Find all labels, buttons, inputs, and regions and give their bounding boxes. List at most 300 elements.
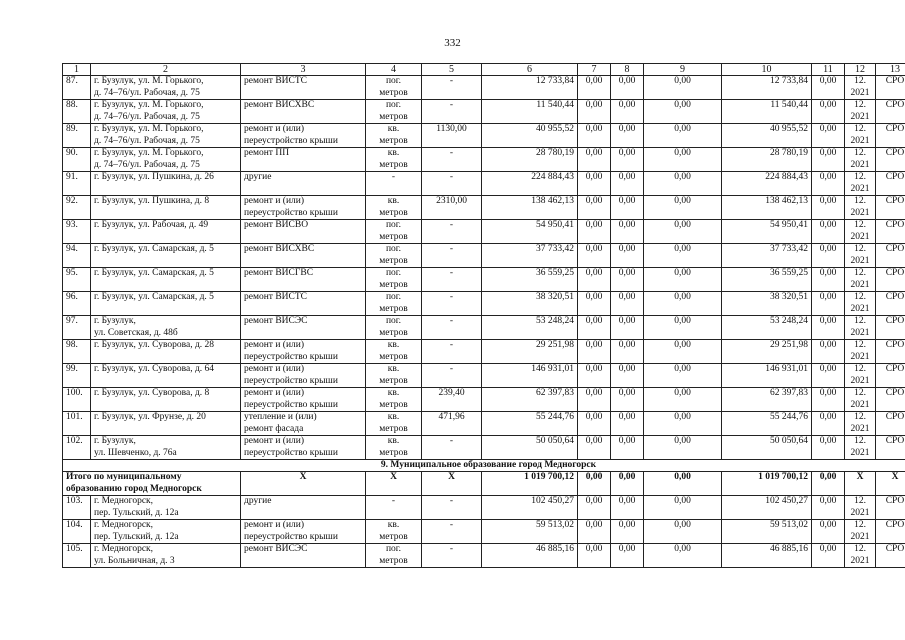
- quantity-cell-line: -: [449, 268, 454, 278]
- fund-cell: [812, 244, 845, 268]
- column-number-row: [63, 64, 905, 76]
- address-cell-line: г. Бузулук, ул. Суворова, д. 28: [94, 340, 215, 350]
- work-type-cell-line: ремонт и (или): [244, 436, 305, 446]
- method-cell: [876, 220, 905, 244]
- work-type-cell-line: ремонт ВИСВО: [244, 220, 309, 230]
- unit-cell-line: кв.: [387, 196, 400, 206]
- work-type-cell: [241, 244, 366, 268]
- address-cell: [91, 292, 241, 316]
- address-cell: [91, 436, 241, 460]
- fund-cell-line: 0,00: [618, 388, 636, 398]
- quantity-cell: [422, 172, 482, 196]
- unit-cell-line: кв.: [387, 148, 400, 158]
- deadline-cell-line: 12.: [854, 316, 866, 326]
- total-cost-cell-line: 29 251,98: [536, 340, 574, 350]
- deadline-cell-line: 2021: [850, 159, 870, 170]
- quantity-cell: [422, 520, 482, 544]
- unit-cell-line: метров: [379, 159, 408, 170]
- table-row: [63, 196, 905, 220]
- fund-cell: [812, 196, 845, 220]
- method-cell: [876, 412, 905, 436]
- table-body: [63, 64, 905, 568]
- row-number-cell: [63, 148, 91, 172]
- total-cost-cell-line: 38 320,51: [536, 292, 574, 302]
- deadline-cell-line: 12.: [854, 544, 866, 554]
- deadline-cell: [845, 340, 876, 364]
- quantity-cell: [422, 412, 482, 436]
- fund-cell-line: 0,00: [585, 340, 603, 350]
- x-cell: [366, 472, 422, 496]
- total-cost-cell-line: 146 931,01: [531, 364, 574, 374]
- fund-cell: [812, 496, 845, 520]
- deadline-cell: [845, 100, 876, 124]
- row-number-cell-line: 100.: [66, 388, 83, 398]
- method-cell-line: СРО: [885, 244, 905, 254]
- x-cell-line: X: [856, 472, 864, 482]
- deadline-cell-line: 2021: [850, 135, 870, 146]
- unit-cell-line: кв.: [387, 412, 400, 422]
- row-number-cell-line: 105.: [66, 544, 83, 554]
- unit-cell-line: кв.: [387, 520, 400, 530]
- total-cost-cell: [482, 364, 578, 388]
- fund-cell-line: 0,00: [585, 412, 603, 422]
- fund-cell: [644, 496, 722, 520]
- unit-cell-line: кв.: [387, 124, 400, 134]
- owner-funds-cell: [722, 520, 812, 544]
- address-cell: [91, 220, 241, 244]
- quantity-cell-line: -: [449, 76, 454, 86]
- total-cost-cell-line: 28 780,19: [536, 148, 574, 158]
- address-cell-line: д. 74–76/ул. Рабочая, д. 75: [94, 87, 200, 98]
- address-cell: [91, 148, 241, 172]
- fund-cell-line: 0,00: [585, 124, 603, 134]
- deadline-cell-line: 12.: [854, 76, 866, 86]
- method-cell: [876, 340, 905, 364]
- fund-cell-line: 0,00: [618, 496, 636, 506]
- fund-cell-line: 0,00: [819, 124, 837, 134]
- address-cell-line: г. Бузулук, ул. Пушкина, д. 8: [94, 196, 210, 206]
- deadline-cell-line: 2021: [850, 531, 870, 542]
- address-cell-line: ул. Советская, д. 48б: [94, 327, 178, 338]
- quantity-cell: [422, 388, 482, 412]
- work-type-cell-line: ремонт ВИСЭС: [244, 544, 308, 554]
- fund-cell-line: 0,00: [618, 172, 636, 182]
- quantity-cell-line: -: [449, 544, 454, 554]
- total-cost-cell-line: 59 513,02: [536, 520, 574, 530]
- row-number-cell: [63, 436, 91, 460]
- fund-cell: [644, 412, 722, 436]
- work-type-cell: [241, 172, 366, 196]
- method-cell-line: СРО: [885, 172, 905, 182]
- work-type-cell-line: переустройство крыши: [244, 351, 338, 362]
- row-number-cell: [63, 76, 91, 100]
- fund-cell-line: 0,00: [819, 520, 837, 530]
- quantity-cell: [422, 436, 482, 460]
- method-cell: [876, 100, 905, 124]
- address-cell-line: г. Бузулук, ул. Самарская, д. 5: [94, 268, 214, 278]
- fund-cell-line: 0,00: [585, 316, 603, 326]
- unit-cell-line: пог.: [385, 100, 402, 110]
- deadline-cell-line: 12.: [854, 364, 866, 374]
- work-type-cell: [241, 436, 366, 460]
- fund-cell: [812, 148, 845, 172]
- fund-cell: [812, 292, 845, 316]
- row-number-cell-line: 95.: [66, 268, 78, 278]
- owner-funds-cell-line: 59 513,02: [770, 520, 808, 530]
- total-cost-cell: [482, 292, 578, 316]
- fund-cell-line: 0,00: [819, 100, 837, 110]
- owner-funds-cell: [722, 100, 812, 124]
- work-type-cell-line: другие: [244, 496, 272, 506]
- fund-cell-line: 0,00: [819, 268, 837, 278]
- address-cell-line: г. Бузулук,: [94, 436, 136, 446]
- fund-cell: [578, 496, 611, 520]
- x-cell-line: X: [390, 472, 397, 482]
- quantity-cell-line: -: [449, 520, 454, 530]
- quantity-cell-line: 471,96: [438, 412, 465, 422]
- work-type-cell-line: ремонт и (или): [244, 124, 305, 134]
- fund-cell: [644, 340, 722, 364]
- fund-cell: [644, 472, 722, 496]
- fund-cell-line: 0,00: [674, 172, 691, 182]
- fund-cell: [611, 124, 644, 148]
- row-number-cell: [63, 244, 91, 268]
- unit-cell: [366, 172, 422, 196]
- fund-cell-line: 0,00: [819, 388, 837, 398]
- address-cell-line: пер. Тульский, д. 12а: [94, 507, 179, 518]
- table-row: [63, 340, 905, 364]
- fund-cell-line: 0,00: [585, 520, 603, 530]
- deadline-cell-line: 12.: [854, 244, 866, 254]
- quantity-cell: [422, 268, 482, 292]
- quantity-cell-line: 2310,00: [436, 196, 467, 206]
- column-header: 12: [845, 64, 876, 76]
- owner-funds-cell: [722, 148, 812, 172]
- fund-cell-line: 0,00: [819, 472, 837, 482]
- row-number-cell-line: 104.: [66, 520, 83, 530]
- deadline-cell-line: 2021: [850, 183, 870, 194]
- unit-cell: [366, 544, 422, 568]
- owner-funds-cell: [722, 268, 812, 292]
- row-number-cell: [63, 412, 91, 436]
- total-cost-cell: [482, 268, 578, 292]
- total-cost-cell-line: 138 462,13: [531, 196, 574, 206]
- owner-funds-cell: [722, 292, 812, 316]
- total-cost-cell: [482, 316, 578, 340]
- quantity-cell: [422, 364, 482, 388]
- work-type-cell-line: утепление и (или): [244, 412, 317, 422]
- fund-cell-line: 0,00: [674, 388, 691, 398]
- address-cell-line: д. 74–76/ул. Рабочая, д. 75: [94, 111, 200, 122]
- fund-cell-line: 0,00: [618, 148, 636, 158]
- unit-cell: [366, 124, 422, 148]
- fund-cell: [644, 172, 722, 196]
- total-cost-cell: [482, 544, 578, 568]
- work-type-cell-line: переустройство крыши: [244, 447, 338, 458]
- method-cell: [876, 196, 905, 220]
- total-cost-cell-line: 224 884,43: [531, 172, 574, 182]
- fund-cell-line: 0,00: [585, 292, 603, 302]
- method-cell-line: СРО: [885, 340, 905, 350]
- fund-cell-line: 0,00: [819, 316, 837, 326]
- fund-cell: [578, 316, 611, 340]
- unit-cell-line: кв.: [387, 340, 400, 350]
- fund-cell: [578, 544, 611, 568]
- address-cell-line: г. Медногорск,: [94, 544, 154, 554]
- column-header: 9: [644, 64, 722, 76]
- fund-cell-line: 0,00: [819, 148, 837, 158]
- table-row: [63, 316, 905, 340]
- row-number-cell: [63, 364, 91, 388]
- deadline-cell-line: 12.: [854, 292, 866, 302]
- fund-cell-line: 0,00: [819, 496, 837, 506]
- fund-cell: [611, 172, 644, 196]
- fund-cell: [812, 388, 845, 412]
- fund-cell: [578, 100, 611, 124]
- owner-funds-cell-line: 53 248,24: [770, 316, 808, 326]
- deadline-cell-line: 2021: [850, 399, 870, 410]
- fund-cell-line: 0,00: [674, 544, 691, 554]
- quantity-cell-line: -: [449, 244, 454, 254]
- method-cell: [876, 544, 905, 568]
- total-cost-cell-line: 62 397,83: [536, 388, 574, 398]
- owner-funds-cell: [722, 544, 812, 568]
- unit-cell-line: кв.: [387, 364, 400, 374]
- owner-funds-cell-line: 55 244,76: [770, 412, 808, 422]
- work-type-cell: [241, 388, 366, 412]
- unit-cell: [366, 388, 422, 412]
- method-cell-line: СРО: [885, 268, 905, 278]
- work-type-cell: [241, 76, 366, 100]
- method-cell-line: СРО: [885, 388, 905, 398]
- fund-cell: [812, 76, 845, 100]
- quantity-cell-line: -: [449, 148, 454, 158]
- fund-cell-line: 0,00: [618, 124, 636, 134]
- fund-cell: [611, 388, 644, 412]
- fund-cell: [644, 76, 722, 100]
- fund-cell: [644, 544, 722, 568]
- table-row: [63, 76, 905, 100]
- work-type-cell: [241, 148, 366, 172]
- method-cell: [876, 520, 905, 544]
- unit-cell-line: метров: [379, 207, 408, 218]
- table-row: [63, 292, 905, 316]
- fund-cell-line: 0,00: [674, 520, 691, 530]
- unit-cell: [366, 364, 422, 388]
- fund-cell: [611, 340, 644, 364]
- address-cell: [91, 268, 241, 292]
- fund-cell-line: 0,00: [618, 76, 636, 86]
- unit-cell-line: метров: [379, 375, 408, 386]
- table-row: [63, 148, 905, 172]
- row-number-cell: [63, 340, 91, 364]
- owner-funds-cell: [722, 340, 812, 364]
- deadline-cell-line: 2021: [850, 87, 870, 98]
- work-type-cell-line: переустройство крыши: [244, 375, 338, 386]
- total-cost-cell-line: 102 450,27: [531, 496, 574, 506]
- total-cost-cell-line: 54 950,41: [536, 220, 574, 230]
- fund-cell-line: 0,00: [618, 520, 636, 530]
- table-row: [63, 496, 905, 520]
- fund-cell: [578, 292, 611, 316]
- total-cost-cell: [482, 244, 578, 268]
- work-type-cell-line: ремонт и (или): [244, 520, 305, 530]
- owner-funds-cell: [722, 244, 812, 268]
- section-title-row: [63, 460, 905, 472]
- deadline-cell: [845, 124, 876, 148]
- work-type-cell-line: переустройство крыши: [244, 135, 338, 146]
- address-cell-line: г. Бузулук, ул. М. Горького,: [94, 124, 204, 134]
- total-cost-cell-line: 55 244,76: [536, 412, 574, 422]
- fund-cell-line: 0,00: [618, 196, 636, 206]
- fund-cell: [812, 172, 845, 196]
- deadline-cell-line: 2021: [850, 279, 870, 290]
- quantity-cell-line: -: [449, 496, 454, 506]
- fund-cell: [611, 496, 644, 520]
- method-cell-line: СРО: [885, 100, 905, 110]
- owner-funds-cell-line: 11 540,44: [770, 100, 808, 110]
- row-number-cell-line: 96.: [66, 292, 78, 302]
- address-cell-line: г. Бузулук, ул. М. Горького,: [94, 76, 204, 86]
- fund-cell: [644, 436, 722, 460]
- deadline-cell: [845, 544, 876, 568]
- deadline-cell-line: 2021: [850, 351, 870, 362]
- owner-funds-cell-line: 50 050,64: [770, 436, 808, 446]
- fund-cell-line: 0,00: [585, 388, 603, 398]
- address-cell-line: г. Бузулук, ул. М. Горького,: [94, 100, 204, 110]
- address-cell: [91, 340, 241, 364]
- fund-cell-line: 0,00: [618, 316, 636, 326]
- unit-cell: [366, 76, 422, 100]
- fund-cell: [644, 388, 722, 412]
- total-cost-cell-line: 53 248,24: [536, 316, 574, 326]
- address-cell: [91, 316, 241, 340]
- fund-cell: [812, 412, 845, 436]
- quantity-cell: [422, 76, 482, 100]
- fund-cell-line: 0,00: [819, 412, 837, 422]
- address-cell: [91, 520, 241, 544]
- total-cost-cell-line: 1 019 700,12: [524, 472, 574, 482]
- table-row: [63, 388, 905, 412]
- fund-cell-line: 0,00: [618, 268, 636, 278]
- unit-cell-line: метров: [379, 255, 408, 266]
- unit-cell-line: метров: [379, 135, 408, 146]
- fund-cell: [812, 220, 845, 244]
- deadline-cell-line: 12.: [854, 196, 866, 206]
- fund-cell-line: 0,00: [674, 100, 691, 110]
- deadline-cell: [845, 172, 876, 196]
- method-cell: [876, 292, 905, 316]
- address-cell-line: д. 74–76/ул. Рабочая, д. 75: [94, 135, 200, 146]
- x-cell: [876, 472, 905, 496]
- quantity-cell-line: -: [449, 364, 454, 374]
- table-row: [63, 520, 905, 544]
- fund-cell-line: 0,00: [618, 472, 636, 482]
- work-type-cell: [241, 544, 366, 568]
- method-cell: [876, 496, 905, 520]
- fund-cell: [812, 268, 845, 292]
- unit-cell-line: метров: [379, 303, 408, 314]
- unit-cell: [366, 520, 422, 544]
- total-cost-cell-line: 37 733,42: [536, 244, 574, 254]
- address-cell-line: г. Бузулук, ул. Пушкина, д. 26: [94, 172, 214, 182]
- address-cell-line: г. Бузулук, ул. Фрунзе, д. 20: [94, 412, 206, 422]
- fund-cell-line: 0,00: [585, 364, 603, 374]
- deadline-cell-line: 2021: [850, 375, 870, 386]
- fund-cell: [578, 124, 611, 148]
- total-label-cell-line: Итого по муниципальному: [66, 472, 182, 482]
- unit-cell-line: пог.: [385, 316, 402, 326]
- column-header: 5: [422, 64, 482, 76]
- fund-cell: [812, 544, 845, 568]
- address-cell: [91, 172, 241, 196]
- address-cell-line: г. Бузулук,: [94, 316, 136, 326]
- fund-cell-line: 0,00: [585, 220, 603, 230]
- work-type-cell: [241, 292, 366, 316]
- unit-cell-line: метров: [379, 399, 408, 410]
- fund-cell: [578, 388, 611, 412]
- row-number-cell-line: 99.: [66, 364, 78, 374]
- x-cell: [241, 472, 366, 496]
- fund-cell-line: 0,00: [674, 148, 691, 158]
- deadline-cell: [845, 412, 876, 436]
- owner-funds-cell-line: 46 885,16: [770, 544, 808, 554]
- work-type-cell: [241, 364, 366, 388]
- fund-cell-line: 0,00: [819, 76, 837, 86]
- row-number-cell: [63, 520, 91, 544]
- address-cell-line: ул. Больничная, д. 3: [94, 555, 175, 566]
- method-cell: [876, 172, 905, 196]
- address-cell-line: ул. Шевченко, д. 76а: [94, 447, 177, 458]
- unit-cell-line: метров: [379, 87, 408, 98]
- unit-cell-line: пог.: [385, 220, 402, 230]
- method-cell-line: СРО: [885, 412, 905, 422]
- quantity-cell-line: -: [449, 172, 454, 182]
- fund-cell: [644, 520, 722, 544]
- table-row: [63, 436, 905, 460]
- fund-cell-line: 0,00: [674, 124, 691, 134]
- unit-cell-line: пог.: [385, 292, 402, 302]
- unit-cell-line: пог.: [385, 76, 402, 86]
- quantity-cell: [422, 340, 482, 364]
- deadline-cell-line: 12.: [854, 388, 866, 398]
- deadline-cell: [845, 520, 876, 544]
- method-cell: [876, 124, 905, 148]
- row-number-cell-line: 92.: [66, 196, 78, 206]
- total-cost-cell-line: 50 050,64: [536, 436, 574, 446]
- unit-cell-line: метров: [379, 279, 408, 290]
- work-type-cell-line: переустройство крыши: [244, 207, 338, 218]
- total-cost-cell: [482, 412, 578, 436]
- fund-cell: [644, 268, 722, 292]
- total-row: [63, 472, 905, 496]
- quantity-cell-line: 1130,00: [436, 124, 467, 134]
- quantity-cell: [422, 196, 482, 220]
- address-cell: [91, 196, 241, 220]
- work-type-cell: [241, 124, 366, 148]
- unit-cell: [366, 100, 422, 124]
- row-number-cell-line: 94.: [66, 244, 78, 254]
- address-cell: [91, 412, 241, 436]
- row-number-cell-line: 93.: [66, 220, 78, 230]
- deadline-cell: [845, 364, 876, 388]
- owner-funds-cell: [722, 196, 812, 220]
- address-cell-line: пер. Тульский, д. 12а: [94, 531, 179, 542]
- unit-cell-line: пог.: [385, 544, 402, 554]
- deadline-cell: [845, 292, 876, 316]
- owner-funds-cell: [722, 436, 812, 460]
- fund-cell: [644, 124, 722, 148]
